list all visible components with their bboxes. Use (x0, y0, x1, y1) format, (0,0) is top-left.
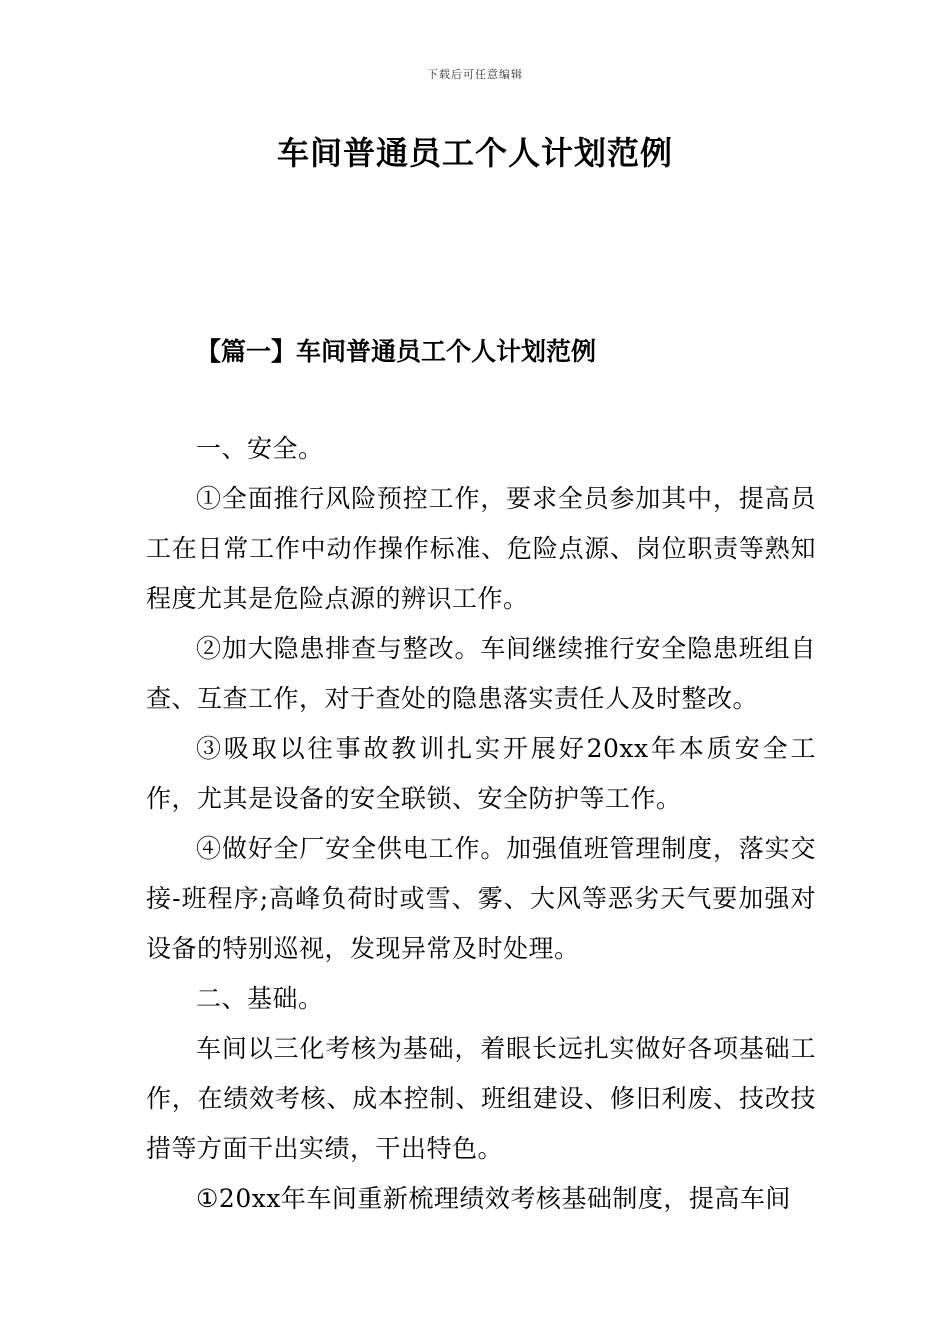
paragraph-foundation-item-1: ①20xx年车间重新梳理绩效考核基础制度，提高车间 (196, 1184, 791, 1213)
document-body (146, 424, 816, 1224)
paragraph-foundation-intro: 车间以三化考核为基础，着眼长远扎实做好各项基础工作，在绩效考核、成本控制、班组建设、修旧利废、技改技措等方面干出实绩，干出特色。 (146, 1034, 816, 1163)
paragraph-safety-item-4: ④做好全厂安全供电工作。加强值班管理制度，落实交接-班程序;高峰负荷时或雪、雾、大风等恶劣天气要加强对设备的特别巡视，发现异常及时处理。 (146, 834, 816, 963)
section-heading: 【篇一】车间普通员工个人计划范例 (196, 337, 597, 366)
paragraph-safety-item-3: ③吸取以往事故教训扎实开展好20xx年本质安全工作，尤其是设备的安全联锁、安全防护等工作。 (146, 734, 816, 813)
document-title: 车间普通员工个人计划范例 (276, 134, 673, 172)
paragraph-safety-heading: 一、安全。 (196, 434, 324, 463)
header-note: 下载后可任意编辑 (427, 68, 523, 81)
paragraph-safety-item-2: ②加大隐患排查与整改。车间继续推行安全隐患班组自查、互查工作，对于查处的隐患落实责任人及时整改。 (146, 634, 816, 713)
paragraph-safety-item-1: ①全面推行风险预控工作，要求全员参加其中，提高员工在日常工作中动作操作标准、危险点源、岗位职责等熟知程度尤其是危险点源的辨识工作。 (146, 484, 816, 613)
paragraph-foundation-heading: 二、基础。 (196, 984, 324, 1013)
